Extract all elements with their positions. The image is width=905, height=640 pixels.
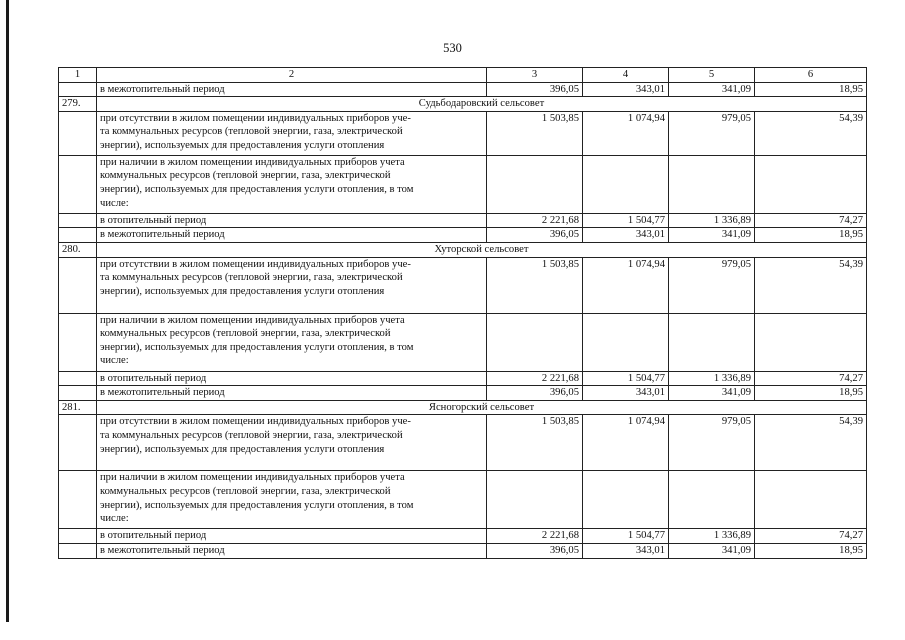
table-row [59, 471, 867, 529]
value-cell: 74,27 [755, 213, 867, 228]
column-header: 3 [487, 68, 583, 83]
table-row [59, 257, 867, 313]
table-row [59, 228, 867, 243]
value-cell: 74,27 [755, 371, 867, 386]
row-label: в межотопительный период [97, 543, 487, 558]
row-label: в отопительный период [97, 529, 487, 544]
row-label: при наличии в жилом помещении индивидуальных приборов учета коммунальных ресурсов (тепловой энергии, газа, электрической энергии), используемых для предоставления услуги отопления, в том числе: [97, 471, 487, 529]
table-row [59, 213, 867, 228]
column-header: 5 [669, 68, 755, 83]
row-label: в межотопительный период [97, 386, 487, 401]
value-cell: 1 336,89 [669, 213, 755, 228]
row-label: в межотопительный период [97, 228, 487, 243]
value-cell: 1 503,85 [487, 257, 583, 313]
section-header-row [59, 97, 867, 112]
row-label: при отсутствии в жилом помещении индивидуальных приборов уче- та коммунальных ресурсов (тепловой энергии, газа, электрической энергии), используемых для предоставления услуги отопления [97, 111, 487, 155]
value-cell: 1 503,85 [487, 415, 583, 471]
page-number: 530 [443, 41, 462, 55]
column-header: 2 [97, 68, 487, 83]
value-cell: 979,05 [669, 257, 755, 313]
section-name: Хуторской сельсовет [97, 242, 867, 257]
column-header: 1 [59, 68, 97, 83]
value-cell: 1 074,94 [583, 257, 669, 313]
table-row [59, 82, 867, 97]
value-cell: 341,09 [669, 82, 755, 97]
value-cell: 1 504,77 [583, 371, 669, 386]
value-cell: 54,39 [755, 415, 867, 471]
value-cell: 396,05 [487, 82, 583, 97]
table-row [59, 371, 867, 386]
section-name: Судьбодаровский сельсовет [97, 97, 867, 112]
row-label: при наличии в жилом помещении индивидуальных приборов учета коммунальных ресурсов (тепловой энергии, газа, электрической энергии), используемых для предоставления услуги отопления, в том числе: [97, 155, 487, 213]
section-header-row [59, 400, 867, 415]
column-header: 4 [583, 68, 669, 83]
table-row [59, 529, 867, 544]
section-index: 280. [59, 242, 97, 257]
value-cell: 1 074,94 [583, 111, 669, 155]
value-cell: 979,05 [669, 415, 755, 471]
table-row [59, 111, 867, 155]
value-cell: 979,05 [669, 111, 755, 155]
value-cell: 396,05 [487, 543, 583, 558]
value-cell: 1 504,77 [583, 529, 669, 544]
row-label: при наличии в жилом помещении индивидуальных приборов учета коммунальных ресурсов (тепловой энергии, газа, электрической энергии), используемых для предоставления услуги отопления, в том числе: [97, 313, 487, 371]
value-cell: 54,39 [755, 111, 867, 155]
value-cell: 2 221,68 [487, 371, 583, 386]
value-cell: 343,01 [583, 543, 669, 558]
row-label: при отсутствии в жилом помещении индивидуальных приборов уче- та коммунальных ресурсов (тепловой энергии, газа, электрической энергии), используемых для предоставления услуги отопления [97, 257, 487, 313]
value-cell: 1 503,85 [487, 111, 583, 155]
row-label: в межотопительный период [97, 82, 487, 97]
column-header: 6 [755, 68, 867, 83]
row-label: в отопительный период [97, 213, 487, 228]
section-header-row [59, 242, 867, 257]
section-name: Ясногорский сельсовет [97, 400, 867, 415]
value-cell: 341,09 [669, 543, 755, 558]
table-row [59, 415, 867, 471]
value-cell: 343,01 [583, 228, 669, 243]
row-label: при отсутствии в жилом помещении индивидуальных приборов уче- та коммунальных ресурсов (тепловой энергии, газа, электрической энергии), используемых для предоставления услуги отопления [97, 415, 487, 471]
section-index: 279. [59, 97, 97, 112]
value-cell: 74,27 [755, 529, 867, 544]
value-cell: 396,05 [487, 228, 583, 243]
value-cell: 2 221,68 [487, 213, 583, 228]
value-cell: 1 336,89 [669, 371, 755, 386]
value-cell: 54,39 [755, 257, 867, 313]
value-cell: 18,95 [755, 386, 867, 401]
value-cell: 2 221,68 [487, 529, 583, 544]
value-cell: 18,95 [755, 543, 867, 558]
table-row [59, 543, 867, 558]
value-cell: 1 336,89 [669, 529, 755, 544]
value-cell: 343,01 [583, 82, 669, 97]
value-cell: 343,01 [583, 386, 669, 401]
value-cell: 1 504,77 [583, 213, 669, 228]
scan-edge-bar [6, 0, 9, 622]
value-cell: 18,95 [755, 82, 867, 97]
column-header-row [59, 68, 867, 83]
value-cell: 18,95 [755, 228, 867, 243]
value-cell: 341,09 [669, 386, 755, 401]
tariff-table [58, 67, 867, 559]
section-index: 281. [59, 400, 97, 415]
table-row [59, 155, 867, 213]
table-row [59, 386, 867, 401]
table-row [59, 313, 867, 371]
value-cell: 396,05 [487, 386, 583, 401]
row-label: в отопительный период [97, 371, 487, 386]
value-cell: 341,09 [669, 228, 755, 243]
value-cell: 1 074,94 [583, 415, 669, 471]
